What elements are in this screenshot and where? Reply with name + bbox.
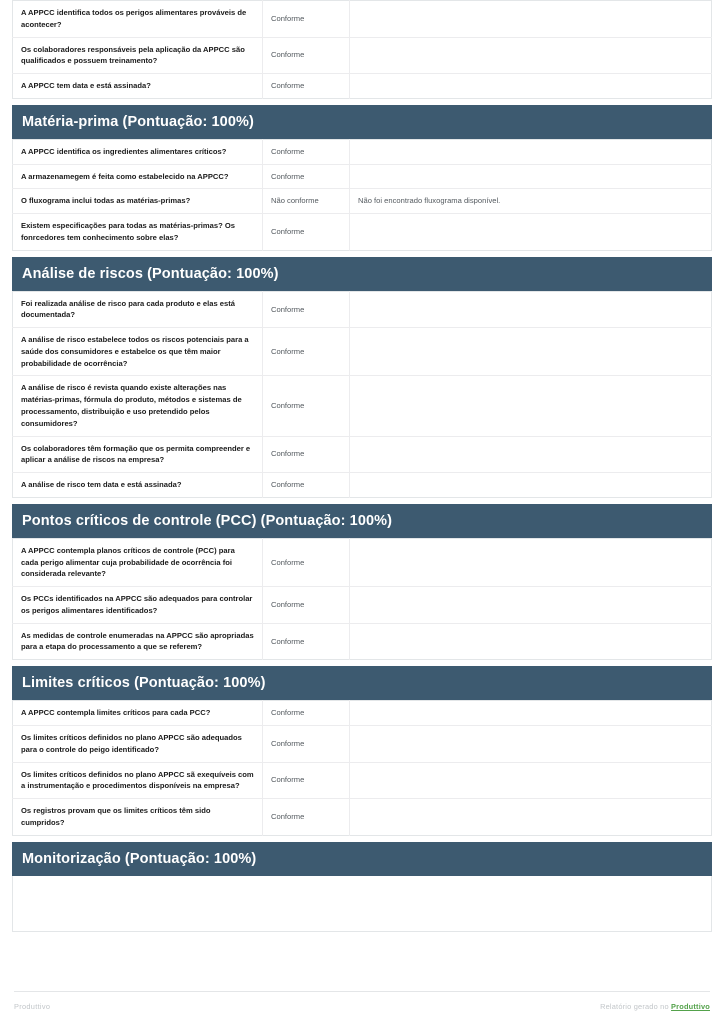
checklist-table — [12, 291, 712, 498]
checklist-observation — [350, 164, 712, 189]
checklist-question: Os colaboradores têm formação que os permita compreender e aplicar a análise de riscos na empresa? — [13, 436, 263, 473]
table-row — [13, 436, 712, 473]
checklist-observation — [350, 623, 712, 660]
checklist-answer: Conforme — [263, 37, 350, 74]
checklist-observation: Não foi encontrado fluxograma disponível. — [350, 189, 712, 214]
table-row — [13, 762, 712, 799]
empty-section-body — [12, 876, 712, 932]
table-row — [13, 587, 712, 624]
checklist-question: A APPCC identifica os ingredientes alimentares críticos? — [13, 139, 263, 164]
table-row — [13, 538, 712, 586]
table-row — [13, 189, 712, 214]
checklist-question: A análise de risco tem data e está assinada? — [13, 473, 263, 498]
checklist-observation — [350, 701, 712, 726]
checklist-answer: Conforme — [263, 164, 350, 189]
checklist-observation — [350, 473, 712, 498]
section-header: Pontos críticos de controle (PCC) (Pontuação: 100%) — [12, 504, 712, 538]
checklist-question: As medidas de controle enumeradas na APPCC são apropriadas para a etapa do processamento a que se referem? — [13, 623, 263, 660]
checklist-question: A armazenamegem é feita como estabelecido na APPCC? — [13, 164, 263, 189]
checklist-table — [12, 538, 712, 660]
checklist-observation — [350, 799, 712, 836]
checklist-observation — [350, 139, 712, 164]
table-row — [13, 139, 712, 164]
checklist-answer: Conforme — [263, 587, 350, 624]
table-row — [13, 623, 712, 660]
table-row — [13, 473, 712, 498]
checklist-question: Os PCCs identificados na APPCC são adequados para controlar os perigos alimentares identificados? — [13, 587, 263, 624]
checklist-observation — [350, 214, 712, 251]
table-row — [13, 725, 712, 762]
checklist-observation — [350, 725, 712, 762]
checklist-table — [12, 700, 712, 835]
checklist-observation — [350, 328, 712, 376]
checklist-question: A APPCC identifica todos os perigos alimentares prováveis de acontecer? — [13, 1, 263, 38]
checklist-question: A APPCC tem data e está assinada? — [13, 74, 263, 99]
section-header: Análise de riscos (Pontuação: 100%) — [12, 257, 712, 291]
checklist-answer: Conforme — [263, 473, 350, 498]
checklist-question: Os limites críticos definidos no plano APPCC sã exequíveis com a instrumentação e procedimentos disponíveis na empresa? — [13, 762, 263, 799]
checklist-answer: Conforme — [263, 762, 350, 799]
section-header: Matéria-prima (Pontuação: 100%) — [12, 105, 712, 139]
table-row — [13, 164, 712, 189]
checklist-question: Os limites críticos definidos no plano APPCC são adequados para o controle do peigo identificado? — [13, 725, 263, 762]
checklist-answer: Conforme — [263, 538, 350, 586]
checklist-observation — [350, 1, 712, 38]
checklist-question: Existem especificações para todas as matérias-primas? Os fonrcedores tem conhecimento sobre elas? — [13, 214, 263, 251]
footer-divider — [14, 991, 710, 992]
checklist-question: A APPCC contempla limites críticos para cada PCC? — [13, 701, 263, 726]
checklist-answer: Conforme — [263, 1, 350, 38]
table-row — [13, 328, 712, 376]
section-header: Monitorização (Pontuação: 100%) — [12, 842, 712, 876]
checklist-question: Foi realizada análise de risco para cada produto e elas está documentada? — [13, 291, 263, 328]
checklist-observation — [350, 37, 712, 74]
checklist-question: Os registros provam que os limites críticos têm sido cumpridos? — [13, 799, 263, 836]
checklist-question: O fluxograma inclui todas as matérias-primas? — [13, 189, 263, 214]
checklist-answer: Conforme — [263, 74, 350, 99]
checklist-answer: Não conforme — [263, 189, 350, 214]
section-header: Limites críticos (Pontuação: 100%) — [12, 666, 712, 700]
table-row — [13, 1, 712, 38]
checklist-answer: Conforme — [263, 623, 350, 660]
checklist-observation — [350, 587, 712, 624]
page-footer — [14, 996, 710, 1016]
table-row — [13, 799, 712, 836]
checklist-answer: Conforme — [263, 701, 350, 726]
checklist-answer: Conforme — [263, 139, 350, 164]
footer-generated-prefix: Relatório gerado no — [600, 1001, 672, 1011]
checklist-observation — [350, 291, 712, 328]
footer-brand-left: Produttivo — [14, 1001, 51, 1011]
checklist-question: A análise de risco é revista quando existe alterações nas matérias-primas, fórmula do produto, métodos e sistemas de processamento, distribuição e uso pretendido pelos consumidores? — [13, 376, 263, 436]
checklist-answer: Conforme — [263, 291, 350, 328]
checklist-question: Os colaboradores responsáveis pela aplicação da APPCC são qualificados e possuem treinamento? — [13, 37, 263, 74]
checklist-answer: Conforme — [263, 328, 350, 376]
table-row — [13, 74, 712, 99]
produttivo-link[interactable]: Produttivo — [671, 1001, 710, 1011]
checklist-question: A análise de risco estabelece todos os riscos potenciais para a saúde dos consumidores e estabelce os que têm maior probabilidade de ocorrência? — [13, 328, 263, 376]
checklist-observation — [350, 74, 712, 99]
checklist-observation — [350, 538, 712, 586]
sections-container — [12, 0, 712, 932]
table-row — [13, 291, 712, 328]
checklist-question: A APPCC contempla planos críticos de controle (PCC) para cada perigo alimentar cuja probabilidade de ocorrência foi considerada relevante? — [13, 538, 263, 586]
checklist-answer: Conforme — [263, 436, 350, 473]
table-row — [13, 376, 712, 436]
checklist-table — [12, 139, 712, 251]
checklist-observation — [350, 376, 712, 436]
checklist-table — [12, 0, 712, 99]
checklist-observation — [350, 762, 712, 799]
checklist-answer: Conforme — [263, 725, 350, 762]
table-row — [13, 214, 712, 251]
footer-generated-by — [600, 1002, 710, 1011]
report-content — [12, 0, 712, 932]
checklist-answer: Conforme — [263, 376, 350, 436]
checklist-answer: Conforme — [263, 214, 350, 251]
checklist-observation — [350, 436, 712, 473]
table-row — [13, 37, 712, 74]
checklist-answer: Conforme — [263, 799, 350, 836]
table-row — [13, 701, 712, 726]
